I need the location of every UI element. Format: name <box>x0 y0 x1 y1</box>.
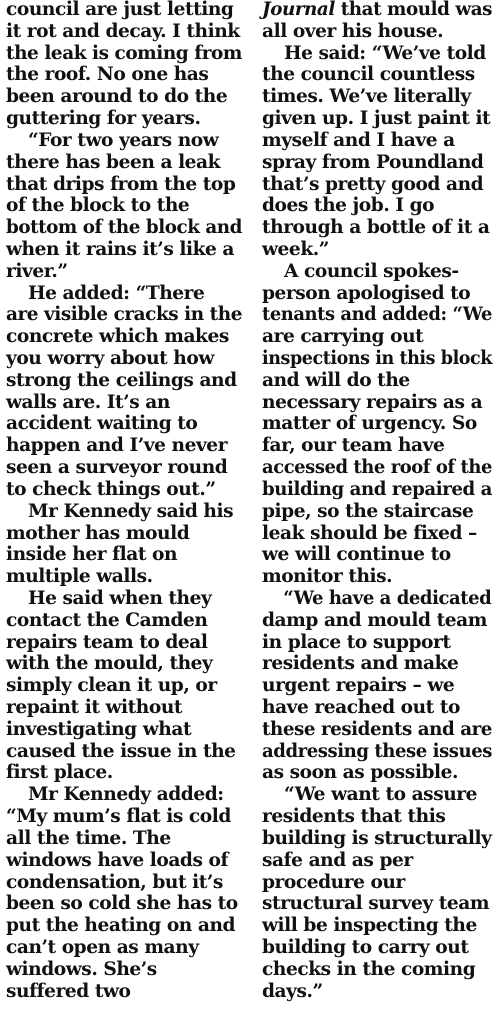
article-line: we will continue to <box>262 544 451 566</box>
article-line: pipe, so the staircase <box>262 500 474 522</box>
article-column-right <box>262 0 492 1002</box>
article-line: council are just letting <box>6 0 234 20</box>
article-line: are carrying out <box>262 326 424 348</box>
article-line: with the mould, they <box>6 653 213 675</box>
article-line: to check things out.” <box>6 478 216 500</box>
paragraph-start-line: A council spokes- <box>284 260 459 282</box>
article-line: leak should be fixed – <box>262 522 477 544</box>
article-line: seen a surveyor round <box>6 457 228 479</box>
paragraph-start-line: Mr Kennedy added: <box>28 784 224 806</box>
paragraph-start-line: “For two years now <box>28 129 219 151</box>
article-line: simply clean it up, or <box>6 675 217 697</box>
article-line <box>262 0 492 21</box>
article-line: given up. I just paint it <box>262 108 491 130</box>
article-line: residents and make <box>262 653 459 675</box>
article-line: been around to do the <box>6 86 228 108</box>
article-line: inspections in this block <box>262 348 492 369</box>
article-line: person apologised to <box>262 282 471 304</box>
article-column-left <box>6 0 242 1002</box>
article-line: the roof. No one has <box>6 64 209 86</box>
article-line: week.” <box>262 238 330 260</box>
article-line: multiple walls. <box>6 566 153 588</box>
article-line-text: that mould was <box>334 0 492 20</box>
article-line: you worry about how <box>6 348 214 369</box>
article-line: these residents and are <box>262 718 493 740</box>
article-line: caused the issue in the <box>6 740 236 762</box>
article-line: walls are. It’s an <box>6 391 170 413</box>
article-line: in place to support <box>262 631 451 653</box>
article-line: when it rains it’s like a <box>6 238 235 260</box>
article-line: put the heating on and <box>6 915 236 937</box>
paragraph-start-line: Mr Kennedy said his <box>28 500 234 522</box>
article-line: accessed the roof of the <box>262 457 492 479</box>
article-line: and will do the <box>262 369 410 391</box>
article-line: of the block to the <box>6 195 190 217</box>
article-line: strong the ceilings and <box>6 369 237 391</box>
article-line: building and repaired a <box>262 478 493 500</box>
article-line: all the time. The <box>6 827 171 849</box>
article-line: contact the Camden <box>6 609 208 631</box>
article-line: suffered two <box>6 980 131 1002</box>
paragraph-start-line: He added: “There <box>28 282 205 304</box>
paragraph-start-line: “We want to assure <box>284 784 478 806</box>
article-line: accident waiting to <box>6 413 198 435</box>
article-line: repaint it without <box>6 697 183 718</box>
article-line: does the job. I go <box>262 195 435 217</box>
article-line: all over his house. <box>262 20 444 42</box>
article-line: first place. <box>6 762 113 784</box>
article-line: it rot and decay. I think <box>6 20 240 42</box>
article-line: monitor this. <box>262 566 393 588</box>
article-line: the council countless <box>262 64 475 86</box>
article-line: condensation, but it’s <box>6 871 223 893</box>
article-line: checks in the coming <box>262 958 476 980</box>
article-line: will be inspecting the <box>262 915 477 937</box>
article-line: building is structurally <box>262 827 492 849</box>
article-line: bottom of the block and <box>6 217 242 239</box>
article-line: urgent repairs – we <box>262 675 455 697</box>
article-line: there has been a leak <box>6 151 221 173</box>
article-line: the leak is coming from <box>6 42 242 64</box>
article-line: that’s pretty good and <box>262 173 484 195</box>
paragraph-start-line: “We have a dedicated <box>283 587 492 609</box>
article-line: safe and as per <box>262 849 413 871</box>
article-line: guttering for years. <box>6 108 201 130</box>
article-line: necessary repairs as a <box>262 391 483 413</box>
article-line: through a bottle of it a <box>262 217 490 239</box>
article-line: far, our team have <box>262 435 445 457</box>
article-line: matter of urgency. So <box>262 413 477 435</box>
article-line: damp and mould team <box>262 609 487 631</box>
article-line: mother has mould <box>6 522 190 544</box>
publication-name: Journal <box>262 0 335 20</box>
article-line: river.” <box>6 260 68 282</box>
paragraph-start-line: He said: “We’ve told <box>284 42 486 64</box>
article-line: that drips from the top <box>6 173 236 195</box>
article-line: been so cold she has to <box>6 893 238 915</box>
article-line: spray from Poundland <box>262 151 484 173</box>
article-line: have reached out to <box>262 697 460 718</box>
article-line: addressing these issues <box>262 740 492 762</box>
article-line: investigating what <box>6 718 192 740</box>
article-line: tenants and added: “We <box>262 304 493 326</box>
article-line: inside her flat on <box>6 544 178 566</box>
article-line: residents that this <box>262 806 446 828</box>
article-line: days.” <box>262 980 323 1002</box>
article-line: are visible cracks in the <box>6 304 242 326</box>
article-line: as soon as possible. <box>262 762 459 784</box>
article-line: concrete which makes <box>6 326 229 348</box>
article-line: myself and I have a <box>262 129 455 151</box>
article-line: windows. She’s <box>6 958 157 980</box>
article-line: repairs team to deal <box>6 631 208 653</box>
article-line: “My mum’s flat is cold <box>6 806 231 828</box>
article-line: happen and I’ve never <box>6 435 228 457</box>
article-line: times. We’ve literally <box>262 86 471 108</box>
article-line: structural survey team <box>262 893 490 915</box>
article-line: building to carry out <box>262 936 469 958</box>
article-line: windows have loads of <box>6 849 229 871</box>
article-line: can’t open as many <box>6 936 199 958</box>
paragraph-start-line: He said when they <box>28 587 212 609</box>
article-line: procedure our <box>262 871 405 893</box>
